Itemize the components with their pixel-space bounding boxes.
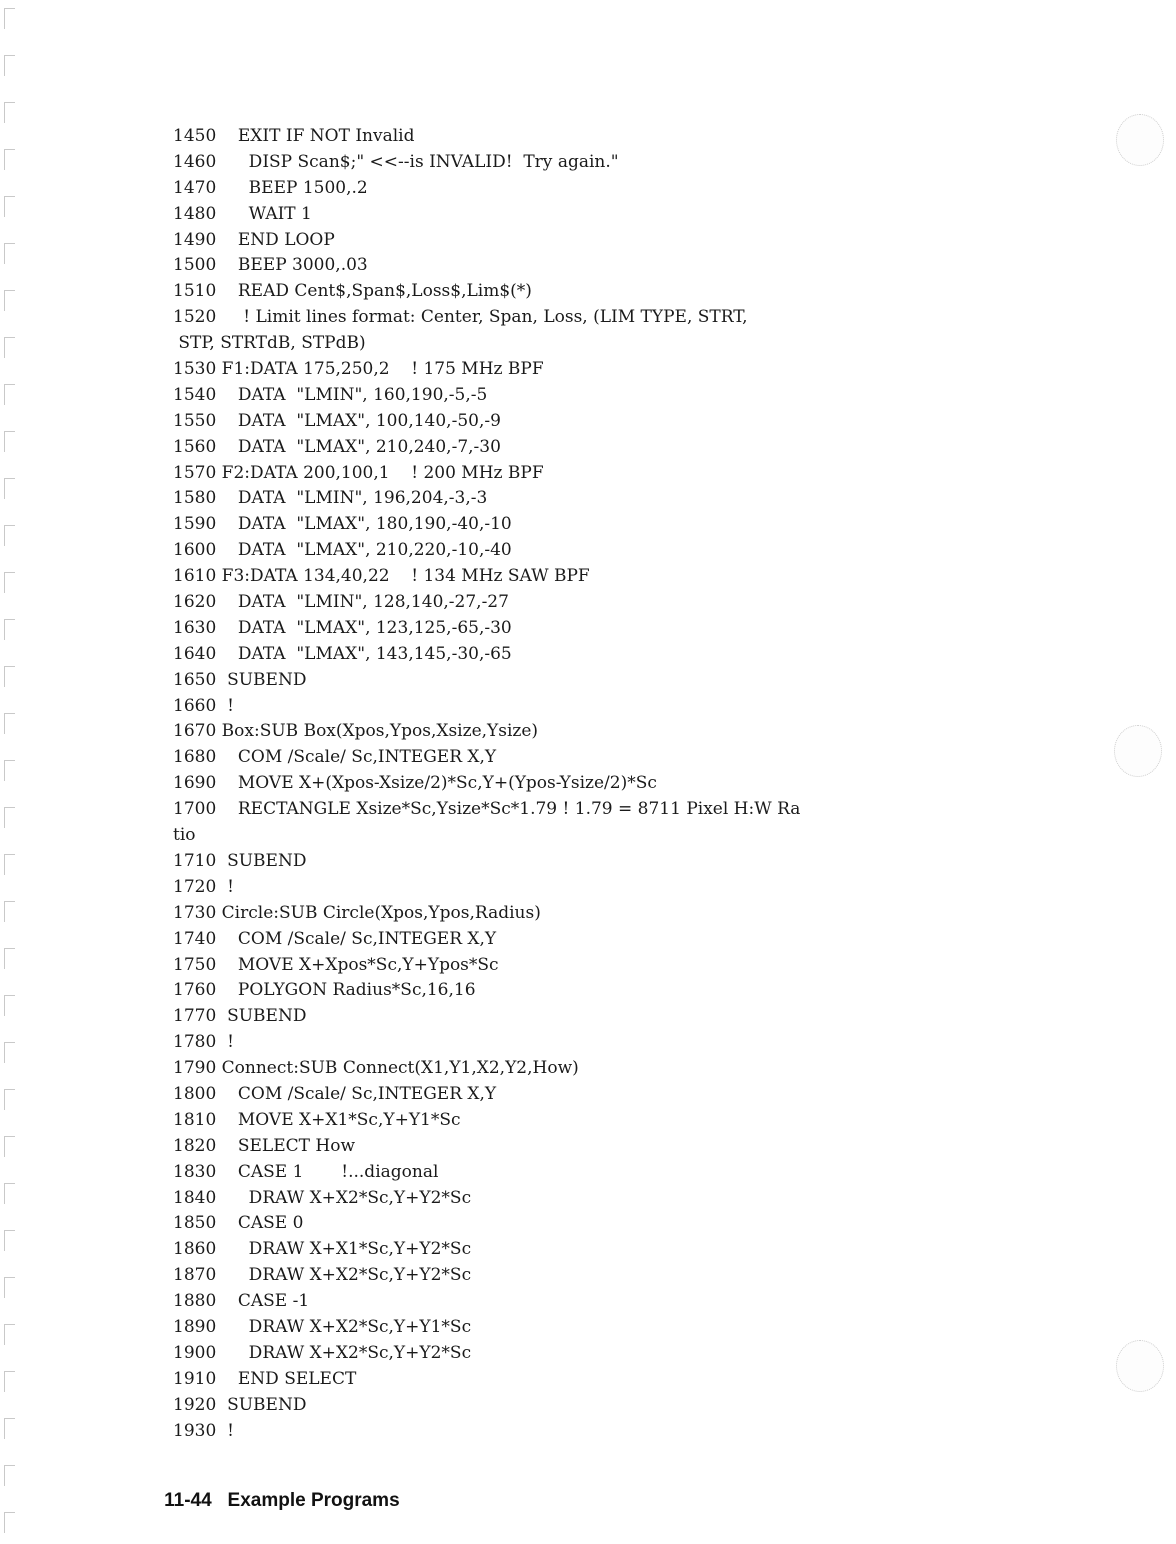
margin-mark bbox=[4, 196, 15, 217]
code-line: 1740 COM /Scale/ Sc,INTEGER X,Y bbox=[173, 928, 497, 949]
code-line: 1910 END SELECT bbox=[173, 1368, 357, 1389]
code-line: 1700 RECTANGLE Xsize*Sc,Ysize*Sc*1.79 ! 1.79 = 8711 Pixel H:W Ra bbox=[173, 799, 801, 820]
code-line: 1570 F2:DATA 200,100,1 ! 200 MHz BPF bbox=[173, 462, 544, 483]
code-line: 1690 MOVE X+(Xpos-Xsize/2)*Sc,Y+(Ypos-Ysize/2)*Sc bbox=[173, 773, 657, 794]
margin-mark bbox=[4, 1277, 15, 1298]
code-line: 1600 DATA "LMAX", 210,220,-10,-40 bbox=[173, 540, 512, 561]
margin-mark bbox=[4, 807, 15, 828]
margin-mark bbox=[4, 1089, 15, 1110]
code-line: 1840 DRAW X+X2*Sc,Y+Y2*Sc bbox=[173, 1187, 472, 1208]
code-line: 1900 DRAW X+X2*Sc,Y+Y2*Sc bbox=[173, 1342, 472, 1363]
footer-spacer bbox=[212, 1490, 228, 1511]
code-line: 1530 F1:DATA 175,250,2 ! 175 MHz BPF bbox=[173, 359, 544, 380]
code-line: tio bbox=[173, 825, 196, 846]
page-number: 11-44 bbox=[164, 1490, 212, 1511]
code-line: 1520 ! Limit lines format: Center, Span, Loss, (LIM TYPE, STRT, bbox=[173, 307, 748, 328]
margin-mark bbox=[4, 1042, 15, 1063]
margin-mark bbox=[4, 243, 15, 264]
code-line: 1890 DRAW X+X2*Sc,Y+Y1*Sc bbox=[173, 1316, 472, 1337]
margin-mark bbox=[4, 1136, 15, 1157]
code-line: 1790 Connect:SUB Connect(X1,Y1,X2,Y2,How) bbox=[173, 1058, 579, 1079]
code-line: 1500 BEEP 3000,.03 bbox=[173, 255, 368, 276]
code-line: 1770 SUBEND bbox=[173, 1006, 307, 1027]
code-line: 1760 POLYGON Radius*Sc,16,16 bbox=[173, 980, 476, 1001]
code-line: 1580 DATA "LMIN", 196,204,-3,-3 bbox=[173, 488, 488, 509]
margin-mark bbox=[4, 948, 15, 969]
code-line: 1630 DATA "LMAX", 123,125,-65,-30 bbox=[173, 617, 512, 638]
margin-mark bbox=[4, 713, 15, 734]
code-line: 1590 DATA "LMAX", 180,190,-40,-10 bbox=[173, 514, 512, 535]
code-line: 1560 DATA "LMAX", 210,240,-7,-30 bbox=[173, 436, 501, 457]
margin-mark bbox=[4, 337, 15, 358]
code-line: 1820 SELECT How bbox=[173, 1135, 355, 1156]
code-line: 1720 ! bbox=[173, 876, 234, 897]
code-line: 1490 END LOOP bbox=[173, 229, 335, 250]
margin-mark bbox=[4, 854, 15, 875]
code-line: 1920 SUBEND bbox=[173, 1394, 307, 1415]
code-line: 1730 Circle:SUB Circle(Xpos,Ypos,Radius) bbox=[173, 902, 541, 923]
code-line: 1870 DRAW X+X2*Sc,Y+Y2*Sc bbox=[173, 1265, 472, 1286]
margin-mark bbox=[4, 1183, 15, 1204]
code-line: 1470 BEEP 1500,.2 bbox=[173, 177, 368, 198]
margin-mark bbox=[4, 1418, 15, 1439]
code-line: 1670 Box:SUB Box(Xpos,Ypos,Xsize,Ysize) bbox=[173, 721, 539, 742]
code-line: 1510 READ Cent$,Span$,Loss$,Lim$(*) bbox=[173, 281, 532, 302]
code-line: 1610 F3:DATA 134,40,22 ! 134 MHz SAW BPF bbox=[173, 566, 590, 587]
margin-mark bbox=[4, 901, 15, 922]
margin-mark bbox=[4, 478, 15, 499]
section-title: Example Programs bbox=[227, 1490, 400, 1511]
page-footer bbox=[143, 1468, 400, 1534]
punch-hole-top bbox=[1116, 114, 1164, 166]
code-line: 1480 WAIT 1 bbox=[173, 203, 312, 224]
code-line: 1930 ! bbox=[173, 1420, 234, 1441]
code-line: 1780 ! bbox=[173, 1032, 234, 1053]
code-line: 1800 COM /Scale/ Sc,INTEGER X,Y bbox=[173, 1083, 497, 1104]
code-line: 1640 DATA "LMAX", 143,145,-30,-65 bbox=[173, 643, 512, 664]
code-line: 1450 EXIT IF NOT Invalid bbox=[173, 126, 415, 146]
margin-mark bbox=[4, 666, 15, 687]
code-line: STP, STRTdB, STPdB) bbox=[173, 333, 366, 354]
margin-mark bbox=[4, 431, 15, 452]
code-line: 1460 DISP Scan$;" <<--is INVALID! Try again." bbox=[173, 151, 619, 172]
code-line: 1540 DATA "LMIN", 160,190,-5,-5 bbox=[173, 384, 488, 405]
code-line: 1650 SUBEND bbox=[173, 669, 307, 690]
code-listing bbox=[173, 124, 953, 1444]
punch-hole-middle bbox=[1114, 725, 1162, 777]
margin-mark bbox=[4, 1512, 15, 1533]
code-line: 1850 CASE 0 bbox=[173, 1213, 304, 1234]
code-line: 1860 DRAW X+X1*Sc,Y+Y2*Sc bbox=[173, 1239, 472, 1260]
code-line: 1750 MOVE X+Xpos*Sc,Y+Ypos*Sc bbox=[173, 954, 499, 975]
margin-mark bbox=[4, 8, 15, 29]
code-line: 1620 DATA "LMIN", 128,140,-27,-27 bbox=[173, 592, 509, 613]
punch-hole-bottom bbox=[1116, 1340, 1164, 1392]
margin-mark bbox=[4, 1371, 15, 1392]
margin-mark bbox=[4, 102, 15, 123]
margin-mark bbox=[4, 1465, 15, 1486]
margin-mark bbox=[4, 55, 15, 76]
margin-mark bbox=[4, 1230, 15, 1251]
margin-mark bbox=[4, 149, 15, 170]
left-margin-binding-marks bbox=[4, 0, 18, 1544]
code-line: 1830 CASE 1 !...diagonal bbox=[173, 1161, 439, 1182]
margin-mark bbox=[4, 384, 15, 405]
margin-mark bbox=[4, 995, 15, 1016]
margin-mark bbox=[4, 1324, 15, 1345]
margin-mark bbox=[4, 760, 15, 781]
code-line: 1550 DATA "LMAX", 100,140,-50,-9 bbox=[173, 410, 501, 431]
margin-mark bbox=[4, 572, 15, 593]
margin-mark bbox=[4, 619, 15, 640]
code-line: 1680 COM /Scale/ Sc,INTEGER X,Y bbox=[173, 747, 497, 768]
margin-mark bbox=[4, 290, 15, 311]
code-line: 1710 SUBEND bbox=[173, 850, 307, 871]
code-line: 1660 ! bbox=[173, 695, 234, 716]
code-line: 1810 MOVE X+X1*Sc,Y+Y1*Sc bbox=[173, 1109, 461, 1130]
margin-mark bbox=[4, 525, 15, 546]
code-line: 1880 CASE -1 bbox=[173, 1291, 310, 1312]
